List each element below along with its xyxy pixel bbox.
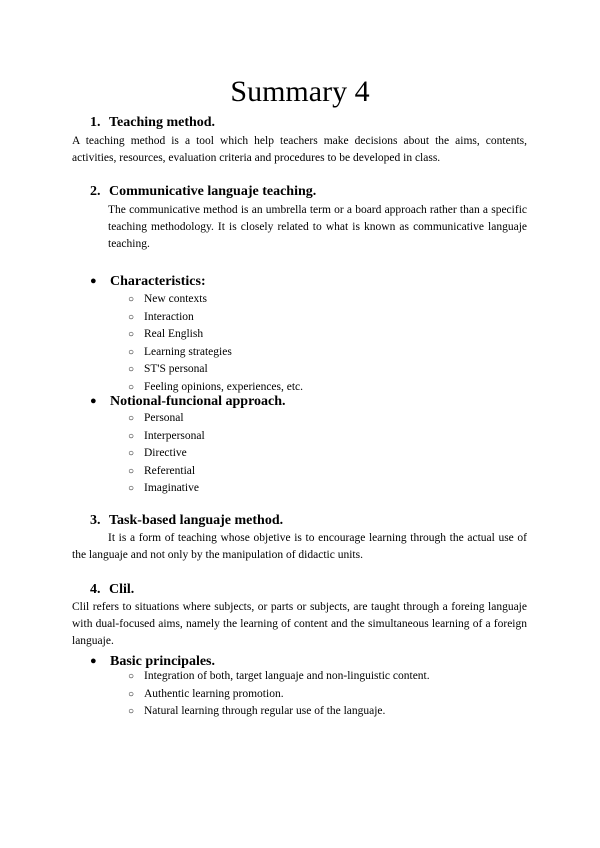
list-item: ○ Interpersonal xyxy=(128,428,205,446)
circle-bullet-icon: ○ xyxy=(128,413,135,424)
section-number: 1. xyxy=(90,115,101,130)
page-title: Summary 4 xyxy=(230,75,370,108)
bullet-title: Characteristics: xyxy=(110,274,206,289)
list-item: ○ Personal xyxy=(128,410,205,428)
bullet-dot-icon: ● xyxy=(90,275,97,287)
bullet-title: Basic principales. xyxy=(110,654,216,669)
list-item: ○ New contexts xyxy=(128,291,303,309)
list-item: ○ Feeling opinions, experiences, etc. xyxy=(128,379,303,397)
circle-bullet-icon: ○ xyxy=(128,329,135,340)
circle-bullet-icon: ○ xyxy=(128,294,135,305)
section-number: 2. xyxy=(90,184,101,199)
list-item: ○ Referential xyxy=(128,463,205,481)
bullet-dot-icon: ● xyxy=(90,655,97,667)
notional-list xyxy=(128,410,205,498)
circle-bullet-icon: ○ xyxy=(128,381,135,393)
circle-bullet-icon: ○ xyxy=(128,483,135,494)
section-paragraph-3: It is a form of teaching whose objetive is to encourage learning through the actual use of the languaje and not only by the manipulation of didactic units. xyxy=(72,532,527,561)
section-paragraph-4: Clil refers to situations where subjects, or parts or subjects, are taught through a foreing languaje with dual-focused aims, namely the learning of content and the simultaneous learning of a foreign languaje. xyxy=(72,601,527,647)
section-title: Clil. xyxy=(109,582,135,597)
section-heading-1 xyxy=(90,114,215,132)
principles-list xyxy=(128,668,430,721)
section-paragraph-2: The communicative method is an umbrella term or a board approach rather than a specific teaching methodology. It is closely related to what is known as communicative languaje teaching. xyxy=(108,204,527,250)
circle-bullet-icon: ○ xyxy=(128,706,135,717)
list-item: ○ ST'S personal xyxy=(128,361,303,379)
list-item: ○ Real English xyxy=(128,326,303,344)
section-heading-3 xyxy=(90,512,283,530)
circle-bullet-icon: ○ xyxy=(128,688,135,700)
circle-bullet-icon: ○ xyxy=(128,448,135,459)
list-item: ○ Natural learning through regular use of the languaje. xyxy=(128,703,430,721)
circle-bullet-icon: ○ xyxy=(128,364,135,375)
bullet-heading-notional xyxy=(90,392,286,411)
circle-bullet-icon: ○ xyxy=(128,346,135,358)
circle-bullet-icon: ○ xyxy=(128,671,135,682)
bullet-dot-icon: ● xyxy=(90,395,97,407)
section-title: Communicative languaje teaching. xyxy=(109,184,317,199)
list-item: ○ Authentic learning promotion. xyxy=(128,686,430,704)
circle-bullet-icon: ○ xyxy=(128,430,135,442)
list-item: ○ Directive xyxy=(128,445,205,463)
section-title: Task-based languaje method. xyxy=(109,513,284,528)
section-heading-4 xyxy=(90,581,134,599)
list-item: ○ Interaction xyxy=(128,309,303,327)
section-heading-2 xyxy=(90,183,316,201)
section-number: 3. xyxy=(90,513,101,528)
section-paragraph-1: A teaching method is a tool which help teachers make decisions about the aims, contents, activities, resources, evaluation criteria and procedures to be developed in class. xyxy=(72,135,527,164)
bullet-title: Notional-funcional approach. xyxy=(110,394,286,409)
section-title: Teaching method. xyxy=(109,115,216,130)
list-item: ○ Learning strategies xyxy=(128,344,303,362)
list-item: ○ Integration of both, target languaje and non-linguistic content. xyxy=(128,668,430,686)
circle-bullet-icon: ○ xyxy=(128,465,135,477)
section-number: 4. xyxy=(90,582,101,597)
bullet-heading-characteristics xyxy=(90,272,206,291)
characteristics-list xyxy=(128,291,303,396)
circle-bullet-icon: ○ xyxy=(128,311,135,323)
list-item: ○ Imaginative xyxy=(128,480,205,498)
